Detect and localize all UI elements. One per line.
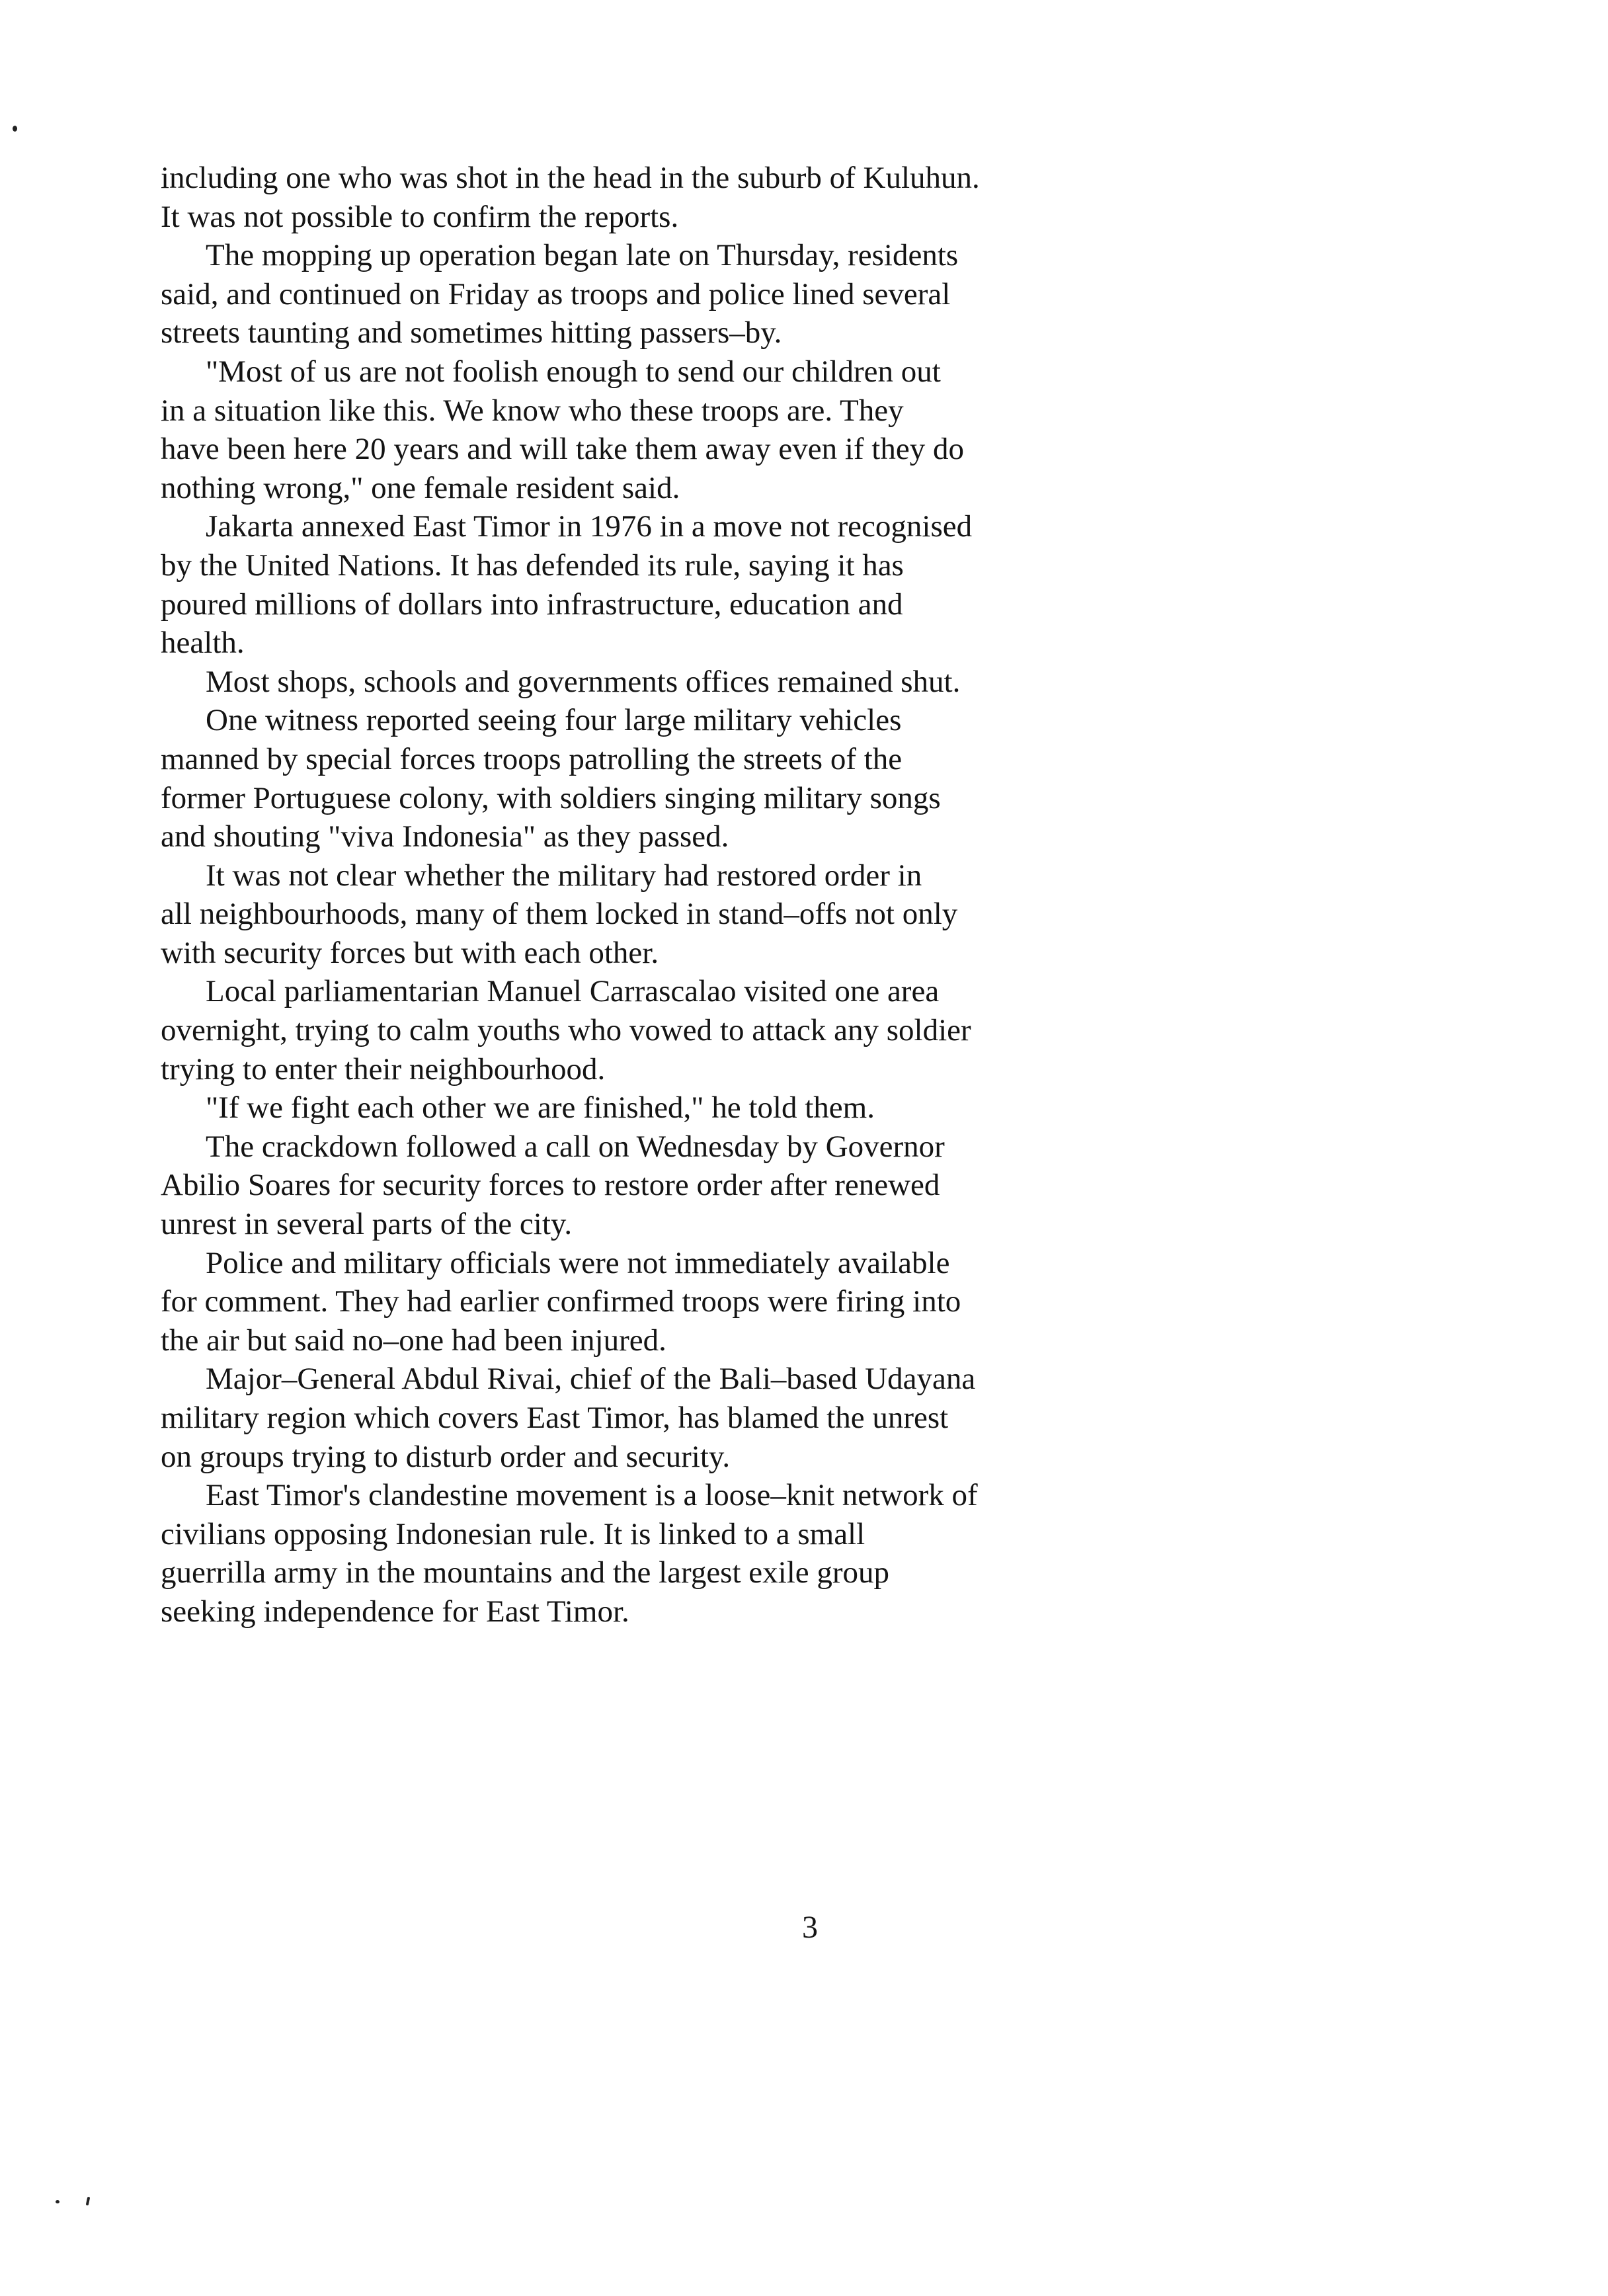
text-line: on groups trying to disturb order and security.: [161, 1439, 731, 1474]
text-line: by the United Nations. It has defended its rule, saying it has: [161, 548, 904, 583]
text-line: seeking independence for East Timor.: [161, 1594, 629, 1629]
text-line: nothing wrong," one female resident said.: [161, 470, 680, 505]
text-line: said, and continued on Friday as troops and police lined several: [161, 276, 951, 311]
text-line: Police and military officials were not immediately available: [206, 1245, 950, 1280]
text-line: "Most of us are not foolish enough to send our children out: [206, 354, 941, 389]
text-line: Jakarta annexed East Timor in 1976 in a move not recognised: [206, 509, 973, 544]
text-line: poured millions of dollars into infrastructure, education and: [161, 587, 903, 622]
text-line: trying to enter their neighbourhood.: [161, 1051, 606, 1086]
text-line: It was not clear whether the military had restored order in: [206, 858, 922, 893]
text-line: in a situation like this. We know who these troops are. They: [161, 393, 904, 428]
text-line: for comment. They had earlier confirmed troops were firing into: [161, 1284, 961, 1319]
text-line: all neighbourhoods, many of them locked in stand–offs not only: [161, 897, 958, 932]
text-line: East Timor's clandestine movement is a loose–knit network of: [206, 1478, 978, 1513]
scan-speck: [86, 2197, 91, 2206]
article-body: [161, 159, 1119, 1631]
text-line: including one who was shot in the head in the suburb of Kuluhun.: [161, 161, 980, 195]
text-line: Most shops, schools and governments offices remained shut.: [206, 664, 961, 699]
page-number: 3: [802, 1910, 818, 1945]
text-line: streets taunting and sometimes hitting passers–by.: [161, 315, 782, 350]
text-line: manned by special forces troops patrolling the streets of the: [161, 741, 903, 776]
text-line: guerrilla army in the mountains and the largest exile group: [161, 1555, 890, 1590]
text-line: "If we fight each other we are finished," he told them.: [206, 1090, 875, 1126]
scan-speck: [56, 2200, 60, 2203]
text-line: former Portuguese colony, with soldiers singing military songs: [161, 780, 941, 815]
text-line: health.: [161, 626, 245, 661]
text-line: Local parliamentarian Manuel Carrascalao visited one area: [206, 974, 940, 1009]
text-line: unrest in several parts of the city.: [161, 1207, 573, 1242]
text-line: civilians opposing Indonesian rule. It is linked to a small: [161, 1516, 865, 1551]
text-line: One witness reported seeing four large military vehicles: [206, 703, 902, 738]
scan-speck: [13, 126, 17, 132]
text-line: military region which covers East Timor, has blamed the unrest: [161, 1401, 949, 1435]
text-line: the air but said no–one had been injured.: [161, 1323, 666, 1358]
text-line: with security forces but with each other.: [161, 935, 659, 970]
text-line: Major–General Abdul Rivai, chief of the Bali–based Udayana: [206, 1362, 976, 1397]
text-line: Abilio Soares for security forces to restore order after renewed: [161, 1168, 940, 1203]
text-line: The crackdown followed a call on Wednesday by Governor: [206, 1129, 945, 1164]
text-line: and shouting "viva Indonesia" as they passed.: [161, 819, 729, 854]
text-line: It was not possible to confirm the reports.: [161, 199, 679, 234]
text-line: have been here 20 years and will take them away even if they do: [161, 432, 964, 467]
text-line: overnight, trying to calm youths who vowed to attack any soldier: [161, 1013, 971, 1048]
text-line: The mopping up operation began late on Thursday, residents: [206, 238, 959, 273]
